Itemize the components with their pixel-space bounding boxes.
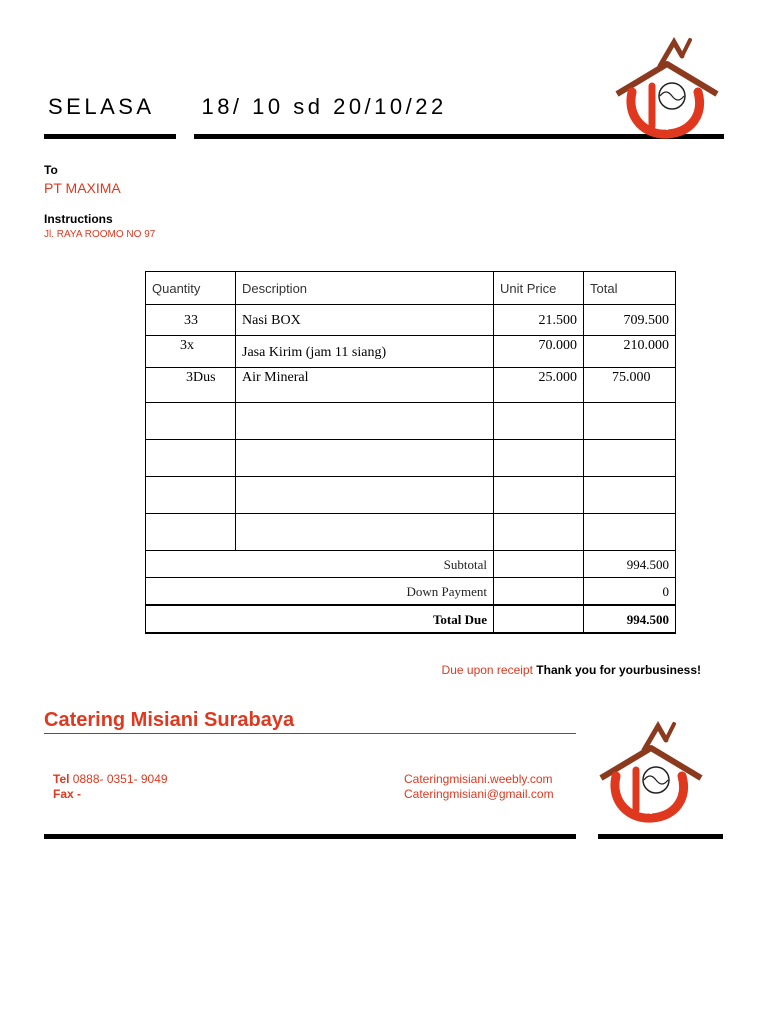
company-logo-footer [596,720,706,830]
tel-value: 0888- 0351- 9049 [72,772,168,786]
header-description: Description [236,272,494,305]
table-row [146,403,676,440]
item-quantity: 33 [146,305,236,336]
item-quantity: 3Dus [146,368,236,403]
header-quantity: Quantity [146,272,236,305]
tel-label: Tel [53,772,70,786]
recipient-name: PT MAXIMA [44,180,121,196]
company-logo [612,36,722,146]
item-total: 75.000 [584,368,676,403]
total-due-value: 994.500 [584,605,676,633]
footer-rule-right [598,834,723,839]
tel-line [53,772,168,786]
down-payment-row [146,578,676,606]
table-row [146,368,676,403]
header-rule-left [44,134,176,139]
company-divider [44,733,576,734]
footer-rule-left [44,834,576,839]
table-row [146,514,676,551]
website-link[interactable]: Cateringmisiani.weebly.com [404,772,553,786]
table-row [146,440,676,477]
down-payment-value: 0 [584,578,676,606]
fax-label: Fax - [53,787,82,801]
item-total: 210.000 [584,336,676,368]
header-date [48,94,447,120]
item-unit-price: 21.500 [494,305,584,336]
subtotal-row [146,551,676,578]
house-logo-icon [612,36,722,146]
total-due-row [146,605,676,633]
thank-you-text: Thank you for yourbusiness! [536,663,701,677]
header-date-range: 18/ 10 sd 20/10/22 [201,94,447,119]
header-unit-price: Unit Price [494,272,584,305]
header-day: SELASA [48,94,154,119]
table-row [146,305,676,336]
item-unit-price: 25.000 [494,368,584,403]
instructions-label: Instructions [44,212,113,226]
instructions-value: Jl. RAYA ROOMO NO 97 [44,229,156,240]
subtotal-label: Subtotal [146,551,494,578]
table-header-row [146,272,676,305]
fax-line [53,787,81,801]
item-total: 709.500 [584,305,676,336]
down-payment-label: Down Payment [146,578,494,606]
house-logo-icon [596,720,706,830]
item-description: Air Mineral [236,368,494,403]
table-row [146,477,676,514]
subtotal-value: 994.500 [584,551,676,578]
item-unit-price: 70.000 [494,336,584,368]
total-due-label: Total Due [146,605,494,633]
email-link[interactable]: Cateringmisiani@gmail.com [404,787,554,801]
to-label: To [44,163,58,177]
header-total: Total [584,272,676,305]
invoice-table [145,271,676,634]
table-row [146,336,676,368]
company-name: Catering Misiani Surabaya [44,709,295,731]
thanks-line [442,663,701,677]
item-quantity: 3x [146,336,236,368]
item-description: Nasi BOX [236,305,494,336]
item-description: Jasa Kirim (jam 11 siang) [236,336,494,368]
due-upon-receipt: Due upon receipt [441,663,533,677]
